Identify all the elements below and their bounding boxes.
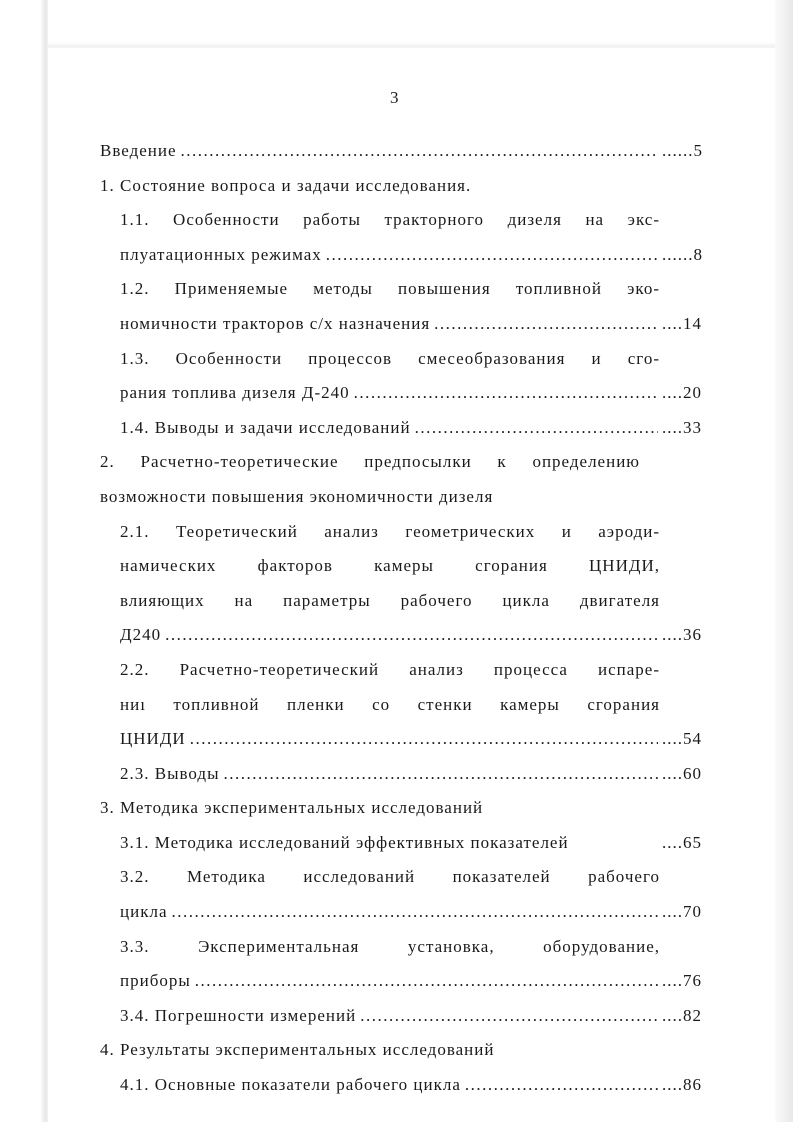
- toc-line: [100, 445, 724, 480]
- scan-edge-top: [48, 0, 793, 48]
- toc-line: [100, 307, 724, 342]
- toc-page-number: ....86: [662, 1075, 702, 1095]
- toc-line: [100, 964, 724, 999]
- toc-line: [100, 999, 724, 1034]
- dot-leader: [171, 895, 658, 930]
- toc-page-number: ....36: [662, 625, 702, 645]
- toc-line: [100, 584, 724, 619]
- toc-entry-text: 3. Методика экспериментальных исследований: [100, 798, 484, 818]
- toc-entry-text: 1.2. Применяемые методы повышения топливной эко-: [120, 279, 660, 299]
- toc-line: [100, 238, 724, 273]
- dot-leader: [326, 238, 658, 273]
- toc-entry-text: рания топлива дизеля Д-240: [120, 383, 350, 403]
- toc-entry-text: Д240: [120, 625, 162, 645]
- toc-entry-text: цикла: [120, 902, 168, 922]
- toc-entry-text: 2.1. Теоретический анализ геометрических и аэроди-: [120, 521, 660, 541]
- toc-page-number: ....14: [662, 313, 702, 333]
- toc-entry: [100, 411, 724, 446]
- toc-entry-text: 1.3. Особенности процессов смесеобразования и сго-: [120, 348, 660, 368]
- toc-entry: [100, 342, 724, 411]
- dot-leader: [415, 411, 658, 446]
- toc-line: [100, 549, 724, 584]
- toc-page-number: ......8: [662, 244, 703, 264]
- table-of-contents: [100, 134, 724, 1103]
- toc-entry: [100, 999, 724, 1034]
- dot-leader: [181, 134, 658, 169]
- toc-entry-text: 3.2. Методика исследований показателей рабочего: [120, 867, 660, 887]
- dot-leader: [190, 722, 658, 757]
- toc-entry-text: ЦНИДИ: [120, 729, 186, 749]
- toc-entry: [100, 1033, 724, 1068]
- toc-page-number: ....82: [662, 1005, 702, 1025]
- toc-entry: [100, 515, 724, 653]
- toc-entry: [100, 860, 724, 929]
- toc-page-number: ....54: [662, 729, 702, 749]
- toc-page-number: ....70: [662, 902, 702, 922]
- toc-page-number: ....65: [662, 832, 702, 852]
- toc-entry-text: номичности тракторов с/х назначения: [120, 313, 431, 333]
- toc-entry: [100, 169, 724, 204]
- toc-line: [100, 860, 724, 895]
- toc-entry-text: 4.1. Основные показатели рабочего цикла: [120, 1075, 461, 1095]
- toc-page-number: ......5: [662, 141, 703, 160]
- toc-line: [100, 930, 724, 965]
- toc-entry-text: 2.2. Расчетно-теоретический анализ процесса испаре-: [120, 659, 660, 679]
- toc-entry: [100, 445, 724, 514]
- toc-entry: [100, 203, 724, 272]
- toc-line: [100, 515, 724, 550]
- toc-entry-text: 3.4. Погрешности измерений: [120, 1005, 357, 1025]
- dot-leader: [360, 999, 658, 1034]
- dot-leader: [165, 618, 658, 653]
- toc-page-number: ....20: [662, 383, 702, 403]
- toc-entry-text: приборы: [120, 971, 191, 991]
- toc-line: [100, 618, 724, 653]
- scan-edge-left: [0, 0, 48, 1122]
- toc-line: [100, 272, 724, 307]
- dot-leader: [224, 757, 658, 792]
- toc-entry-text: намических факторов камеры сгорания ЦНИДИ,: [120, 556, 660, 576]
- toc-entry-text: влияющих на параметры рабочего цикла двигателя: [120, 590, 660, 610]
- toc-entry-text: Введение: [100, 141, 177, 160]
- toc-entry-text: возможности повышения экономичности дизеля: [100, 486, 494, 506]
- toc-line: [100, 203, 724, 238]
- toc-entry: [100, 791, 724, 826]
- toc-line: [100, 653, 724, 688]
- toc-entry: [100, 826, 724, 861]
- scan-edge-right: [775, 0, 793, 1122]
- toc-line: [100, 688, 724, 723]
- toc-line: [100, 376, 724, 411]
- toc-line: [100, 722, 724, 757]
- toc-line: [100, 342, 724, 377]
- toc-entry: [100, 272, 724, 341]
- dot-leader: [434, 307, 658, 342]
- dot-leader: [465, 1068, 658, 1103]
- toc-page-number: ....76: [662, 971, 702, 991]
- toc-page-number: ....33: [662, 417, 702, 437]
- toc-entry-text: 2.3. Выводы: [120, 763, 220, 783]
- toc-entry-text: 1.1. Особенности работы тракторного дизеля на экс-: [120, 210, 660, 230]
- toc-line: [100, 411, 724, 446]
- toc-entry: [100, 653, 724, 757]
- toc-line: [100, 1033, 724, 1068]
- toc-entry-text: 4. Результаты экспериментальных исследований: [100, 1040, 495, 1060]
- dot-leader: [569, 826, 662, 861]
- toc-line: [100, 757, 724, 792]
- toc-line: [100, 791, 724, 826]
- dot-leader: [354, 376, 658, 411]
- toc-line: [100, 826, 724, 861]
- toc-line: [100, 134, 724, 169]
- toc-entry-text: ниı топливной пленки со стенки камеры сгорания: [120, 694, 660, 714]
- toc-entry-text: 3.1. Методика исследований эффективных показателей: [120, 832, 569, 852]
- toc-entry-text: плуатационных режимах: [120, 244, 322, 264]
- toc-page-number: ....60: [662, 763, 702, 783]
- dot-leader: [195, 964, 658, 999]
- toc-line: [100, 169, 724, 204]
- toc-entry: [100, 757, 724, 792]
- page-number: 3: [390, 88, 399, 107]
- toc-entry: [100, 1068, 724, 1103]
- toc-entry: [100, 930, 724, 999]
- toc-line: [100, 895, 724, 930]
- toc-entry-text: 1. Состояние вопроса и задачи исследования.: [100, 175, 472, 195]
- toc-line: [100, 1068, 724, 1103]
- toc-entry-text: 3.3. Экспериментальная установка, оборудование,: [120, 936, 660, 956]
- toc-line: [100, 480, 724, 515]
- toc-entry: [100, 134, 724, 169]
- toc-entry-text: 1.4. Выводы и задачи исследований: [120, 417, 411, 437]
- toc-entry-text: 2. Расчетно-теоретические предпосылки к определению: [100, 452, 640, 472]
